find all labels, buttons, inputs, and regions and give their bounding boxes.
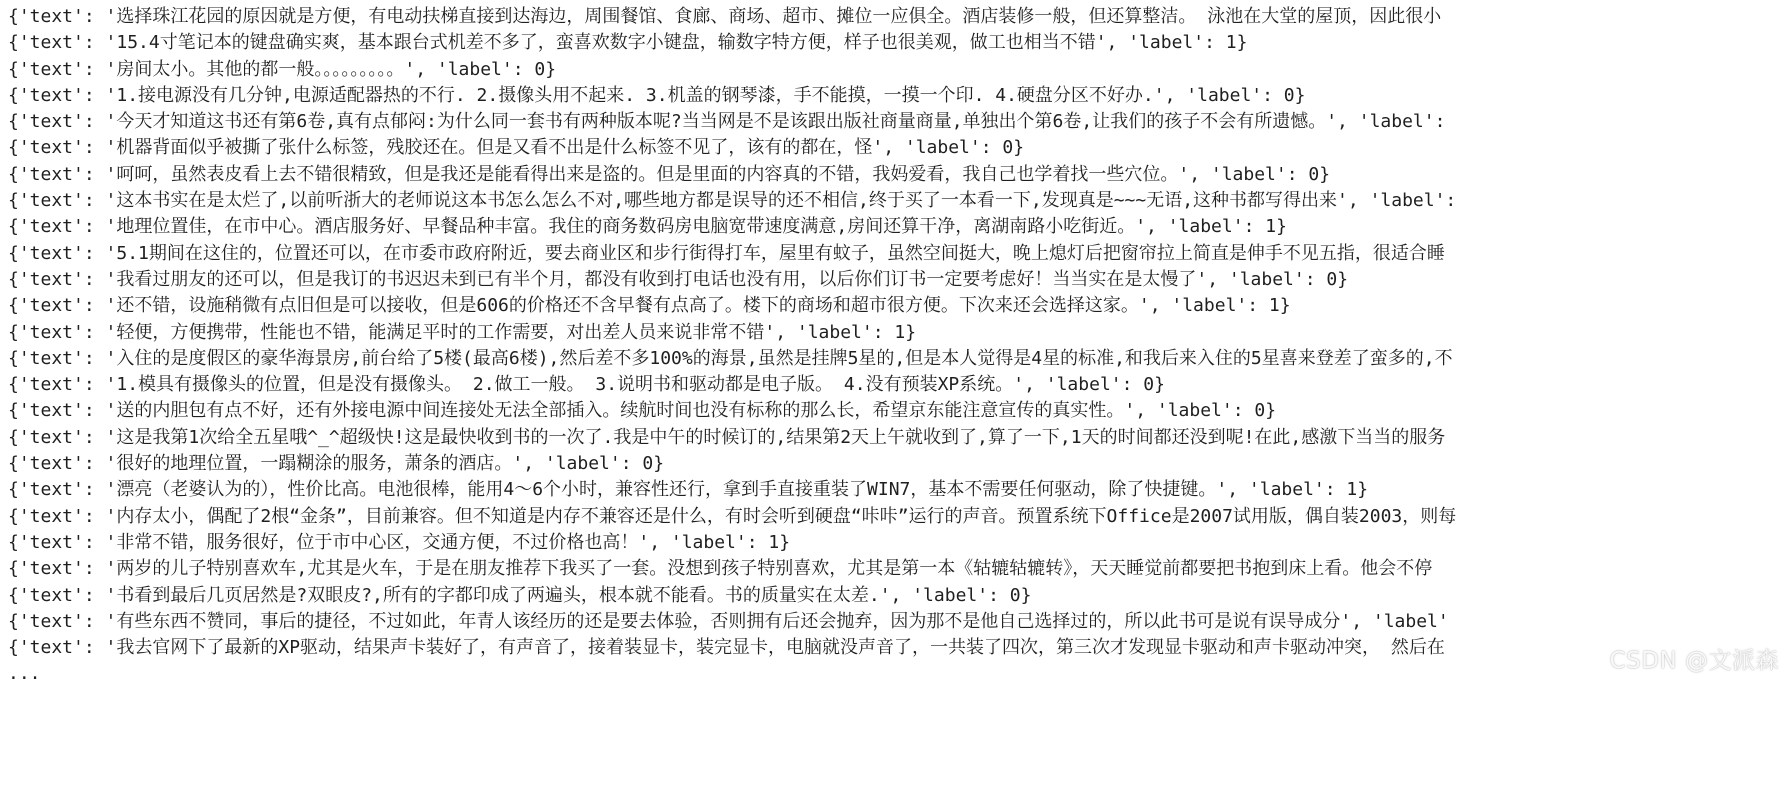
output-line-8: {'text': '这本书实在是太烂了,以前听浙大的老师说这本书怎么怎么不对,哪些地方都是误导的还不相信,终于买了一本看一下,发现真是~~~无语,这种书都写得出来', 'label': xyxy=(8,190,1457,212)
output-line-7: {'text': '呵呵，虽然表皮看上去不错很精致，但是我还是能看得出来是盗的。但是里面的内容真的不错，我妈爱看，我自己也学着找一些穴位。', 'label': 0} xyxy=(8,163,1331,185)
output-line-13: {'text': '轻便，方便携带，性能也不错，能满足平时的工作需要，对出差人员来说非常不错', 'label': 1} xyxy=(8,321,917,343)
output-line-23: {'text': '书看到最后几页居然是?双眼皮?,所有的字都印成了两遍头，根本就不能看。书的质量实在太差.', 'label': 0} xyxy=(8,584,1032,606)
output-line-14: {'text': '入住的是度假区的豪华海景房,前台给了5楼(最高6楼),然后差不多100%的海景,虽然是挂牌5星的,但是本人觉得是4星的标准,和我后来入住的5星喜来登差了蛮多的,不 xyxy=(8,347,1453,369)
output-line-20: {'text': '内存太小，偶配了2根“金条”，目前兼容。但不知道是内存不兼容还是什么，有时会听到硬盘“咔咔”运行的声音。预置系统下Office是2007试用版，偶自装2003，则每 xyxy=(8,505,1457,527)
output-line-25: {'text': '我去官网下了最新的XP驱动，结果声卡装好了，有声音了，接着装显卡，装完显卡，电脑就没声音了，一共装了四次，第三次才发现显卡驱动和声卡驱动冲突， 然后在 xyxy=(8,637,1445,659)
output-line-3: {'text': '房间太小。其他的都一般。。。。。。。。。', 'label': 0} xyxy=(8,58,557,80)
output-line-2: {'text': '15.4寸笔记本的键盘确实爽，基本跟台式机差不多了，蛮喜欢数字小键盘，输数字特方便，样子也很美观，做工也相当不错', 'label': 1} xyxy=(8,32,1248,54)
output-line-11: {'text': '我看过朋友的还可以，但是我订的书迟迟未到已有半个月，都没有收到打电话也没有用，以后你们订书一定要考虑好！当当实在是太慢了', 'label': 0} xyxy=(8,268,1349,290)
output-line-24: {'text': '有些东西不赞同，事后的捷径，不过如此，年青人该经历的还是要去体验，否则拥有后还会抛弃，因为那不是他自己选择过的，所以此书可是说有误导成分', 'label' xyxy=(8,610,1449,632)
output-line-10: {'text': '5.1期间在这住的，位置还可以，在市委市政府附近，要去商业区和步行街得打车，屋里有蚊子，虽然空间挺大，晚上熄灯后把窗帘拉上简直是伸手不见五指，很适合睡 xyxy=(8,242,1445,264)
watermark: CSDN @文派森 xyxy=(1609,648,1779,674)
output-line-15: {'text': '1.模具有摄像头的位置，但是没有摄像头。 2.做工一般。 3.说明书和驱动都是电子版。 4.没有预装XP系统。', 'label': 0} xyxy=(8,374,1165,396)
output-line-9: {'text': '地理位置佳，在市中心。酒店服务好、早餐品种丰富。我住的商务数码房电脑宽带速度满意,房间还算干净，离湖南路小吃街近。', 'label': 1} xyxy=(8,216,1287,238)
output-line-21: {'text': '非常不错，服务很好，位于市中心区，交通方便，不过价格也高！', 'label': 1} xyxy=(8,531,791,553)
output-line-1: {'text': '选择珠江花园的原因就是方便，有电动扶梯直接到达海边，周围餐馆、食廊、商场、超市、摊位一应俱全。酒店装修一般，但还算整洁。 泳池在大堂的屋顶，因此很小 xyxy=(8,6,1442,27)
output-line-16: {'text': '送的内胆包有点不好，还有外接电源中间连接处无法全部插入。续航时间也没有标称的那么长，希望京东能注意宣传的真实性。', 'label': 0} xyxy=(8,400,1277,422)
output-line-12: {'text': '还不错，设施稍微有点旧但是可以接收，但是606的价格还不含早餐有点高了。楼下的商场和超市很方便。下次来还会选择这家。', 'label': 1} xyxy=(8,295,1291,317)
output-line-4: {'text': '1.接电源没有几分钟,电源适配器热的不行. 2.摄像头用不起来. 3.机盖的钢琴漆，手不能摸，一摸一个印. 4.硬盘分区不好办.', 'label': 0} xyxy=(8,84,1306,106)
output-line-5: {'text': '今天才知道这书还有第6卷,真有点郁闷:为什么同一套书有两种版本呢?当当网是不是该跟出版社商量商量,单独出个第6卷,让我们的孩子不会有所遗憾。', 'label': xyxy=(8,111,1446,133)
output-line-19: {'text': '漂亮（老婆认为的），性价比高。电池很棒，能用4～6个小时，兼容性还行，拿到手直接重装了WIN7，基本不需要任何驱动，除了快捷键。', 'label': 1} xyxy=(8,479,1369,501)
output-line-6: {'text': '机器背面似乎被撕了张什么标签，残胶还在。但是又看不出是什么标签不见了，该有的都在，怪', 'label': 0} xyxy=(8,137,1025,159)
output-line-22: {'text': '两岁的儿子特别喜欢车,尤其是火车，于是在朋友推荐下我买了一套。没想到孩子特别喜欢，尤其是第一本《轱辘轱辘转》，天天睡觉前都要把书抱到床上看。他会不停 xyxy=(8,558,1433,580)
output-line-18: {'text': '很好的地理位置，一蹋糊涂的服务，萧条的酒店。', 'label': 0} xyxy=(8,453,665,475)
partially-hidden-line-cover xyxy=(1290,688,1750,706)
truncation-ellipsis: ... xyxy=(8,663,41,685)
output-line-17: {'text': '这是我第1次给全五星哦^_^超级快!这是最快收到书的一次了.我是中午的时候订的,结果第2天上午就收到了,算了一下,1天的时间都还没到呢!在此,感激下当当的服务 xyxy=(8,426,1446,448)
